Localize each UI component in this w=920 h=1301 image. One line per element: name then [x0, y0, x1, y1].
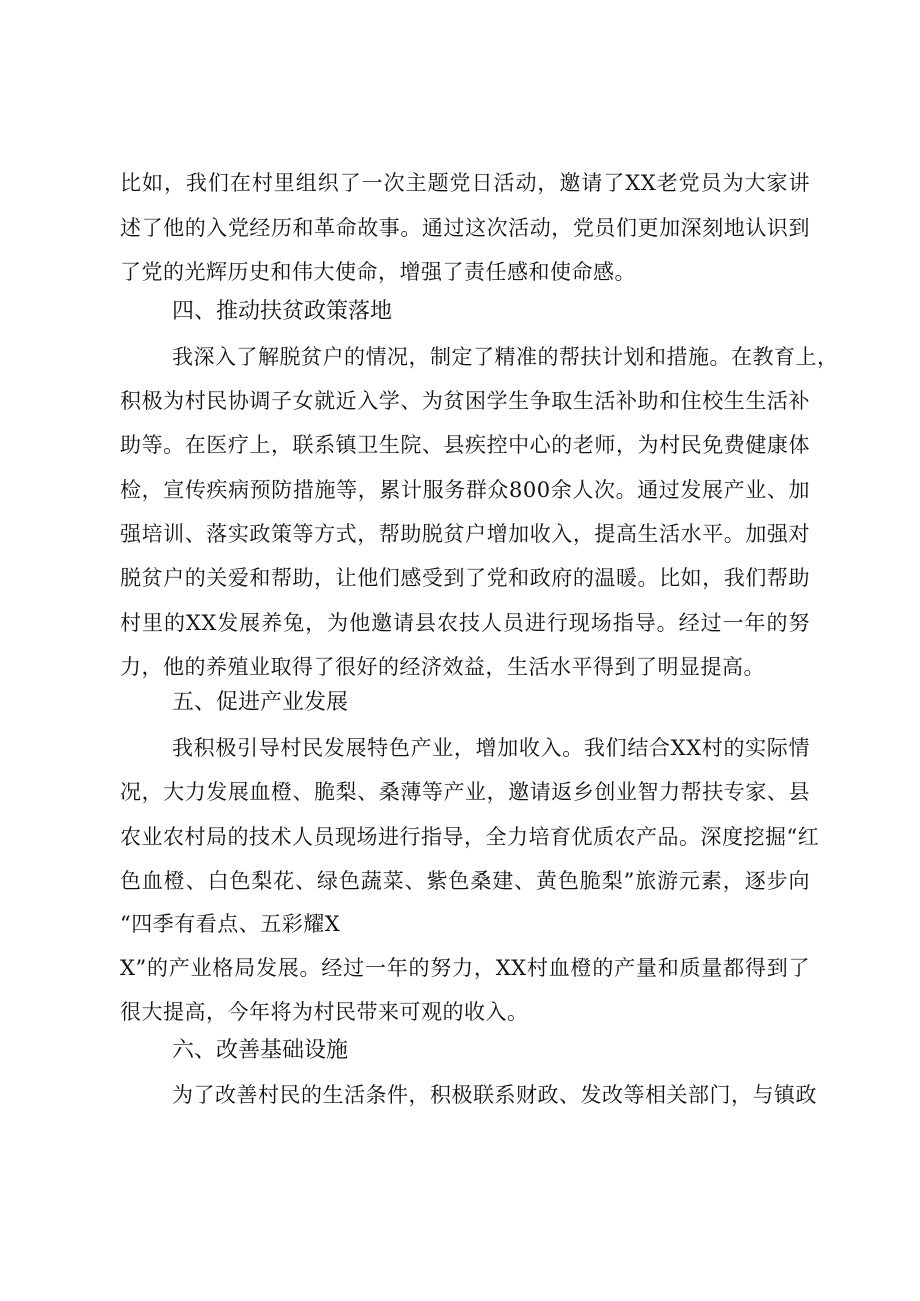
section-heading: 四、推动扶贫政策落地	[172, 299, 393, 324]
paragraph-line: 了党的光辉历史和伟大使命，增强了责任感和使命感。	[120, 260, 636, 284]
paragraph-line: 况，大力发展血橙、脆梨、桑薄等产业，邀请返乡创业智力帮扶专家、县	[120, 780, 810, 804]
section-heading: 六、改善基础设施	[172, 1038, 349, 1063]
section-heading: 五、促进产业发展	[172, 690, 349, 715]
paragraph-line: “四季有看点、五彩耀X	[120, 912, 341, 936]
paragraph-line: 助等。在医疗上，联系镇卫生院、县疾控中心的老师，为村民免费健康体	[120, 433, 810, 457]
paragraph-line: 强培训、落实政策等方式，帮助脱贫户增加收入，提高生活水平。加强对	[120, 522, 810, 546]
paragraph-line: 村里的XX发展养兔，为他邀请县农技人员进行现场指导。经过一年的努	[120, 611, 810, 635]
paragraph-line: 色血橙、白色梨花、绿色蔬菜、紫色桑建、黄色脆梨”旅游元素，逐步向	[120, 869, 810, 893]
paragraph-line: 为了改善村民的生活条件，积极联系财政、发改等相关部门，与镇政	[172, 1083, 817, 1107]
paragraph-line: 脱贫户的关爱和帮助，让他们感受到了党和政府的温暖。比如，我们帮助	[120, 566, 810, 590]
paragraph-line: 述了他的入党经历和革命故事。通过这次活动，党员们更加深刻地认识到	[120, 216, 810, 240]
paragraph-line: 农业农村局的技术人员现场进行指导，全力培育优质农产品。深度挖掘“红	[120, 825, 820, 849]
paragraph-line: 我深入了解脱贫户的情况，制定了精准的帮扶计划和措施。在教育上，	[172, 345, 839, 369]
paragraph-line: 检，宣传疾病预防措施等，累计服务群众800余人次。通过发展产业、加	[120, 478, 810, 502]
paragraph-line: 我积极引导村民发展特色产业，增加收入。我们结合XX村的实际情	[172, 736, 810, 760]
paragraph-line: 很大提高，今年将为村民带来可观的收入。	[120, 1000, 529, 1024]
paragraph-line: 力，他的养殖业取得了很好的经济效益，生活水平得到了明显提高。	[120, 655, 765, 679]
paragraph-line: X”的产业格局发展。经过一年的努力，XX村血橙的产量和质量都得到了	[120, 956, 810, 980]
paragraph-line: 积极为村民协调子女就近入学、为贫困学生争取生活补助和住校生生活补	[120, 389, 810, 413]
paragraph-line: 比如，我们在村里组织了一次主题党日活动，邀请了XX老党员为大家讲	[120, 171, 810, 195]
